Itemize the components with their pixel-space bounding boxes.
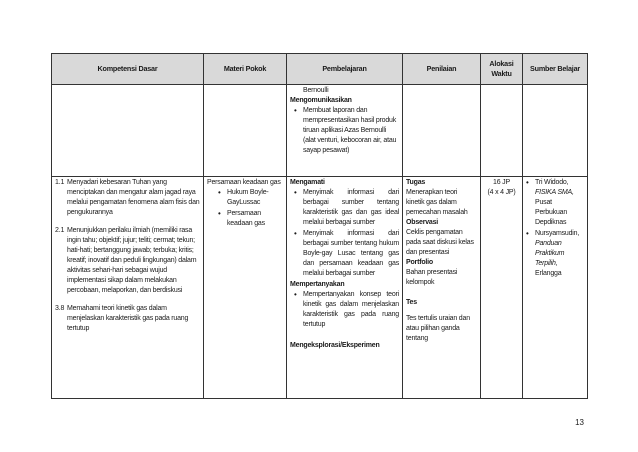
bullet-list [290, 290, 399, 330]
kd-item-3-8 [55, 304, 200, 334]
cell-empty [481, 85, 523, 177]
cell-empty [403, 85, 481, 177]
cell-kompetensi-dasar [52, 177, 204, 399]
header-penilaian: Penilaian [403, 54, 481, 85]
bullet-list [290, 106, 399, 156]
penilaian-portfolio-heading: Portfolio [406, 259, 433, 266]
sumber-publisher: Erlangga [535, 270, 562, 277]
list-item: • Persamaan keadaan gas [227, 209, 283, 229]
cell-empty [523, 85, 588, 177]
cell-empty [52, 85, 204, 177]
materi-list [207, 188, 283, 229]
header-alokasi-waktu: Alokasi Waktu [481, 54, 523, 85]
kd-number: 3.8 [55, 305, 65, 312]
kd-text: Menunjukkan perilaku ilmiah (memiliki rasa ingin tahu; objektif; jujur; teliti; cermat; tekun; hati-hati; bertanggung jawab; terbuka; kritis; kreatif; inovatif dan peduli lingkungan) dalam aktivitas sehari-hari sebagai wujud implementasi sikap dalam melakukan percobaan, melaporkan, dan berdiskusi [67, 227, 197, 294]
list-item: • Hukum Boyle-GayLussac [227, 188, 283, 208]
header-sumber-belajar: Sumber Belajar [523, 54, 588, 85]
penilaian-portfolio-text: Bahan presentasi kelompok [406, 269, 458, 286]
cell-pembelajaran [287, 177, 403, 399]
cell-empty [204, 85, 287, 177]
heading-mengamati: Mengamati [290, 179, 325, 186]
bullet-list [290, 188, 399, 279]
list-item [535, 229, 584, 279]
kd-number: 1.1 [55, 179, 65, 186]
list-item: • Mempertanyakan konsep teori kinetik gas dalam menjelaskan karakteristik gas pada ruang tertutup [303, 290, 399, 330]
header-pembelajaran: Pembelajaran [287, 54, 403, 85]
penilaian-tugas-text: Menerapkan teori kinetik gas dalam pemecahan masalah [406, 189, 468, 216]
alokasi-detail: (4 x 4 JP) [487, 189, 516, 196]
continued-text: Bernoulli [303, 87, 329, 94]
table-header-row [52, 54, 588, 85]
penilaian-tes-text: Tes tertulis uraian dan atau pilihan ganda tentang [406, 315, 470, 342]
penilaian-observasi-text: Ceklis pengamatan pada saat diskusi kelas dan presentasi [406, 229, 474, 256]
kd-text: Memahami teori kinetik gas dalam menjelaskan karakteristik gas pada ruang tertutup [67, 305, 189, 332]
kd-number: 2.1 [55, 227, 65, 234]
sumber-author: • Nursyamsudin, [535, 230, 580, 237]
materi-title: Persamaan keadaan gas [207, 179, 281, 186]
heading-mengeksplorasi: Mengeksplorasi/Eksperimen [290, 342, 380, 349]
kd-text: Menyadari kebesaran Tuhan yang menciptakan dan mengatur alam jagad raya melalui pengamatan fenomena alam fisis dan pengukurannya [67, 179, 200, 216]
sumber-author: • Tri Widodo, [535, 179, 569, 186]
cell-penilaian [403, 177, 481, 399]
kd-item-1-1 [55, 178, 200, 218]
penilaian-tes-heading: Tes [406, 299, 417, 306]
cell-alokasi-waktu [481, 177, 523, 399]
page-number: 13 [575, 418, 584, 427]
kd-item-2-1 [55, 226, 200, 296]
heading-mengomunikasikan: Mengomunikasikan [290, 97, 352, 104]
table-row [52, 85, 588, 177]
sumber-title: Panduan Praktikum Terpilih, [535, 240, 565, 267]
penilaian-observasi-heading: Observasi [406, 219, 439, 226]
penilaian-tugas-heading: Tugas [406, 179, 426, 186]
heading-mempertanyakan: Mempertanyakan [290, 281, 345, 288]
sumber-list [526, 178, 584, 279]
sumber-title: FISIKA SMA, [535, 189, 574, 196]
list-item: • Menyimak informasi dari berbagai sumber tentang hukum Boyle-gay Lusac tentang gas dan persamaan keadaan gas melalui berbagai sumber [303, 229, 399, 279]
cell-materi-pokok [204, 177, 287, 399]
alokasi-jp: 16 JP [493, 179, 510, 186]
syllabus-table [51, 53, 588, 399]
cell-pembelajaran-continued [287, 85, 403, 177]
sumber-publisher: Pusat Perbukuan Depdiknas [535, 199, 568, 226]
list-item: • Menyimak informasi dari berbagai sumber tentang karakteristik gas dan gas ideal melalui berbagai sumber [303, 188, 399, 228]
list-item [535, 178, 584, 228]
header-kompetensi-dasar: Kompetensi Dasar [52, 54, 204, 85]
table-row [52, 177, 588, 399]
list-item: • Membuat laporan dan mempresentasikan hasil produk tiruan aplikasi Azas Bernoulli (alat venturi, kebocoran air, atau sayap pesawat) [303, 106, 399, 156]
cell-sumber-belajar [523, 177, 588, 399]
header-materi-pokok: Materi Pokok [204, 54, 287, 85]
